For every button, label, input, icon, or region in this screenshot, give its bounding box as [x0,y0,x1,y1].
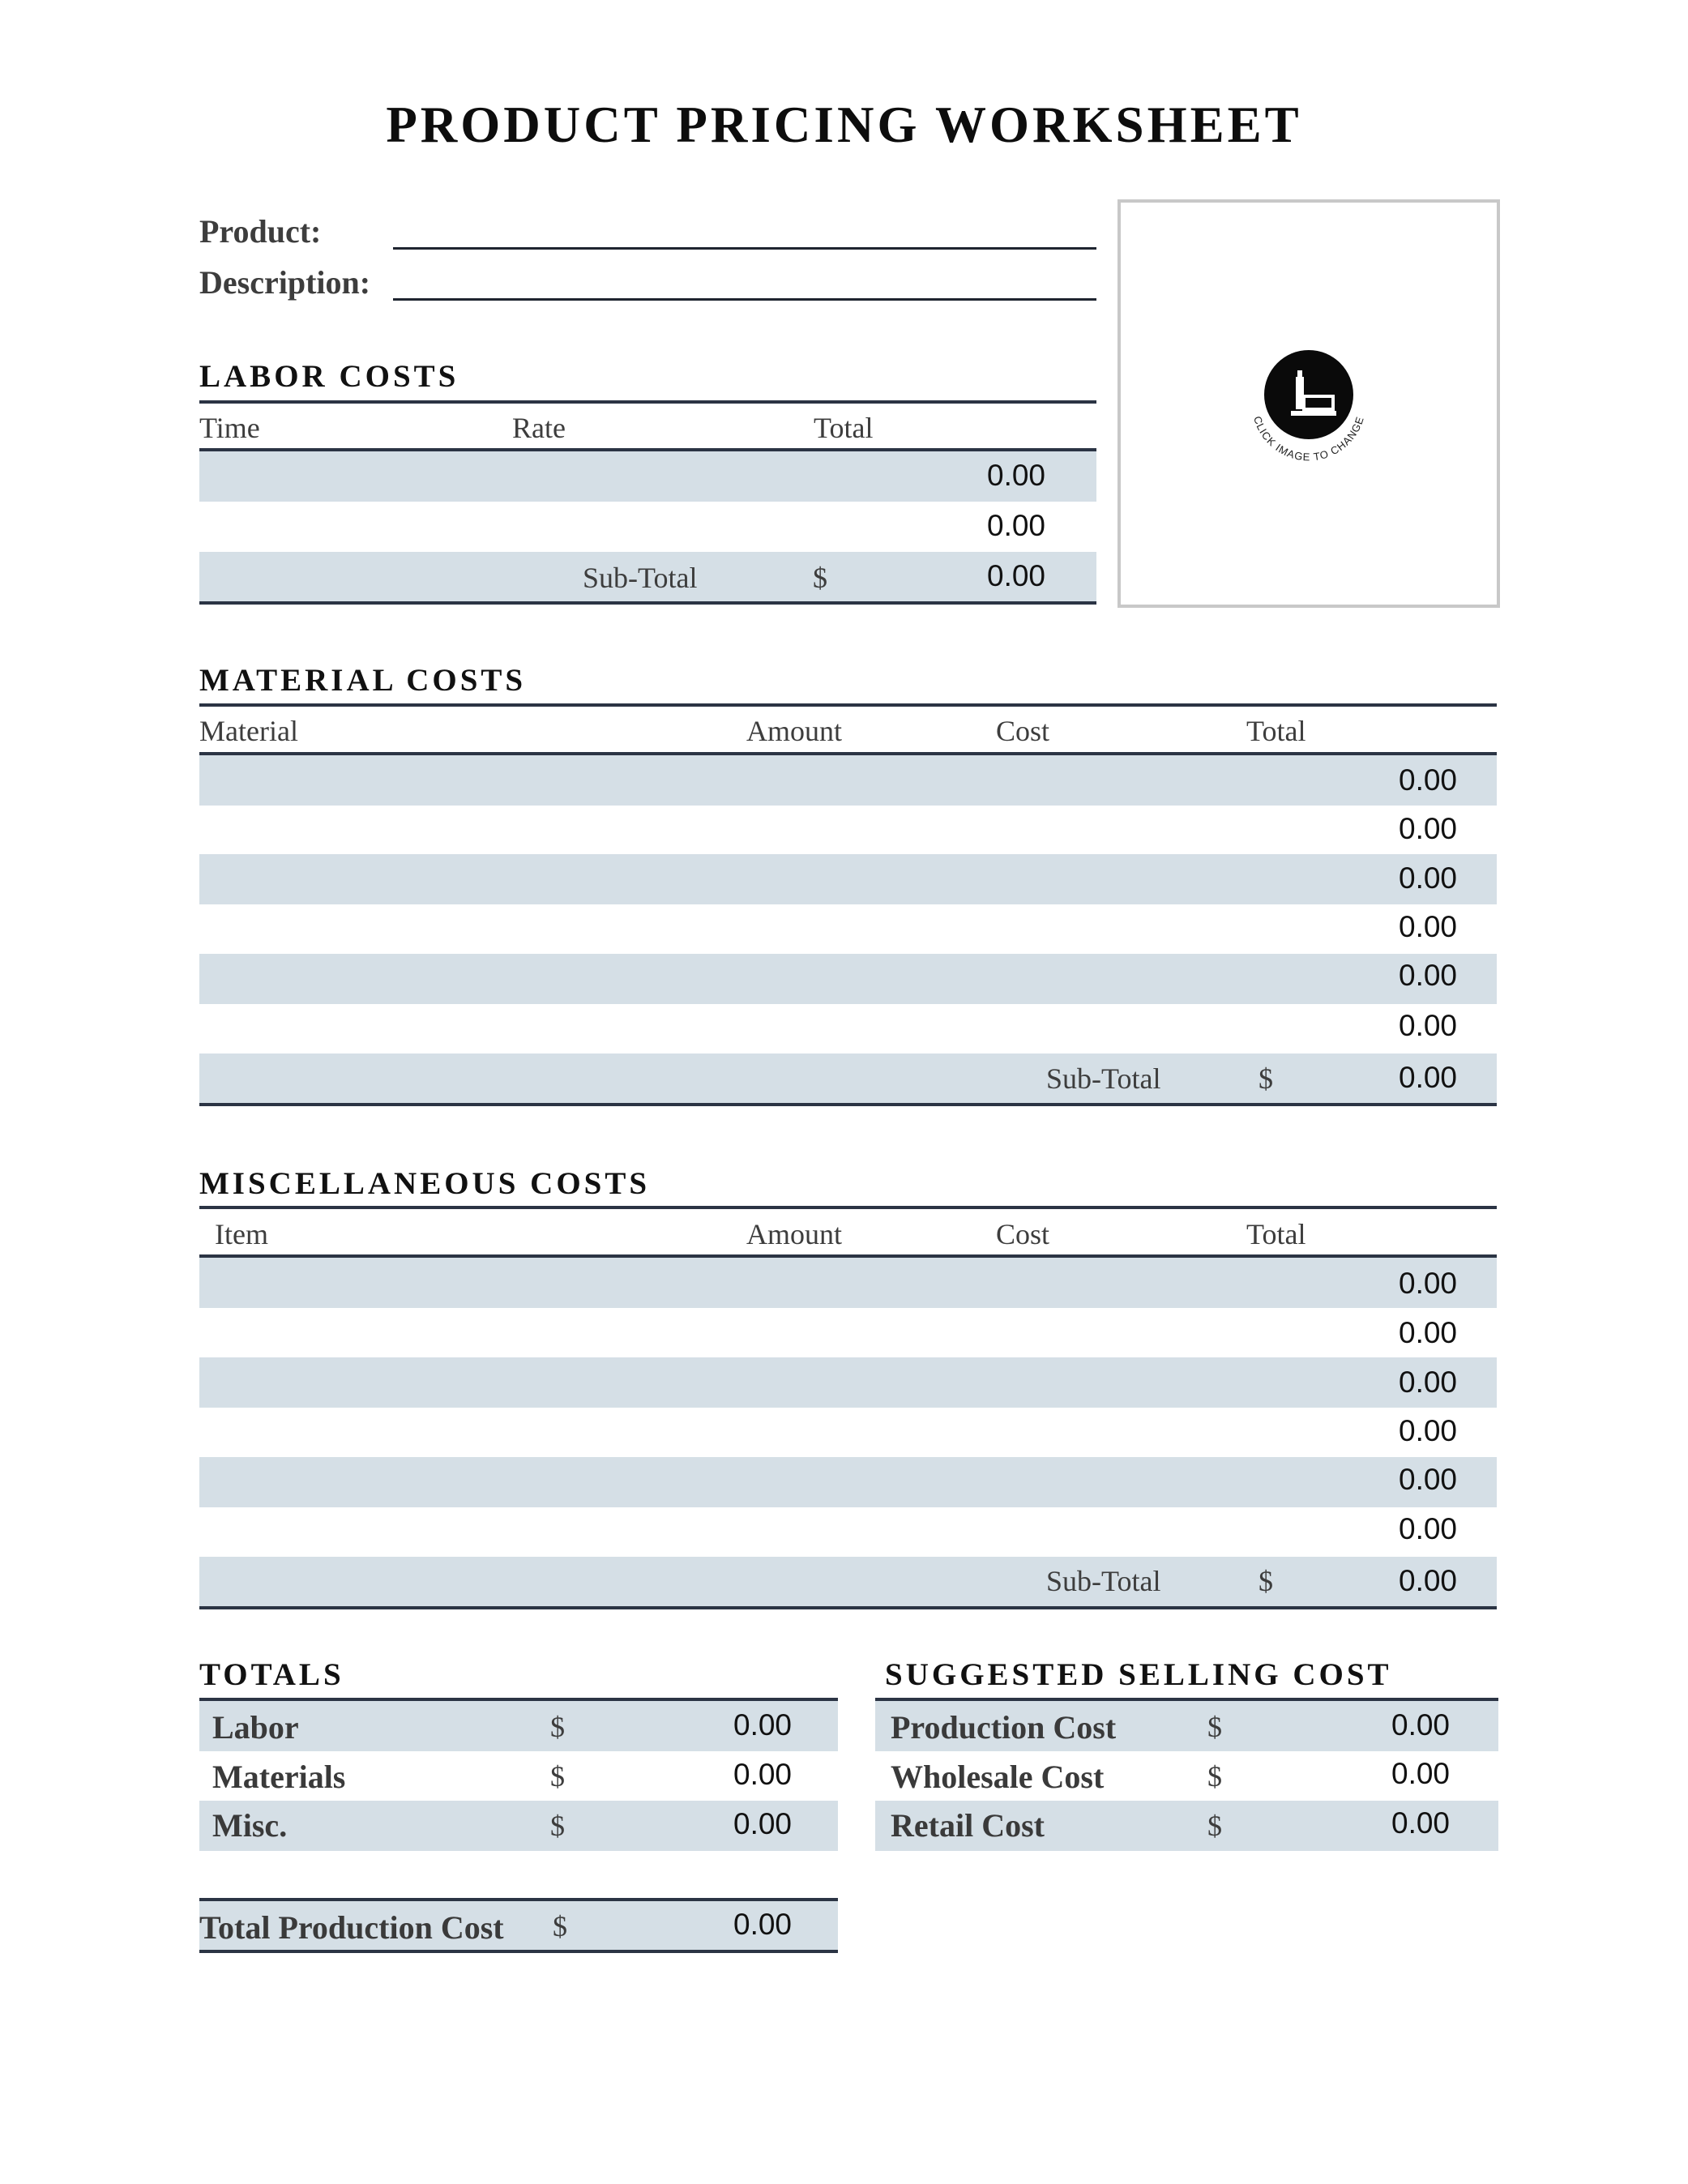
labor-row-total: 0.00 [987,509,1046,542]
totals-heading: TOTALS [199,1657,344,1692]
totals-labor-label: Labor [212,1709,299,1746]
totals-labor-currency: $ [550,1711,565,1743]
misc-row-total: 0.00 [1399,1366,1458,1399]
material-row[interactable] [199,954,1497,1004]
labor-bottom-rule [199,601,1096,605]
product-image-icon[interactable] [1228,336,1390,498]
material-col-total: Total [1246,715,1306,747]
material-subtotal-row [199,1054,1497,1104]
material-row[interactable] [199,904,1497,955]
product-image-placeholder[interactable] [1117,199,1500,608]
misc-subtotal-currency: $ [1259,1565,1273,1597]
misc-col-item: Item [215,1218,268,1250]
total-production-value: 0.00 [733,1908,793,1941]
total-production-currency: $ [553,1910,567,1943]
misc-row[interactable] [199,1457,1497,1507]
material-subtotal-label: Sub-Total [1046,1062,1161,1095]
labor-row[interactable] [199,451,1096,502]
labor-subtotal-value: 0.00 [987,559,1046,592]
labor-subtotal-label: Sub-Total [583,562,698,594]
selling-production-label: Production Cost [891,1709,1117,1746]
material-row[interactable] [199,854,1497,904]
totals-materials-label: Materials [212,1759,346,1795]
misc-row-total: 0.00 [1399,1463,1458,1496]
totals-materials-currency: $ [550,1760,565,1793]
page-title: PRODUCT PRICING WORKSHEET [386,96,1302,153]
description-field[interactable] [393,298,1096,301]
material-row[interactable] [199,1004,1497,1054]
totals-misc-label: Misc. [212,1807,288,1844]
totals-misc-value: 0.00 [733,1807,793,1840]
misc-bottom-rule [199,1606,1497,1609]
material-row-total: 0.00 [1399,910,1458,943]
misc-row-total: 0.00 [1399,1316,1458,1349]
misc-row[interactable] [199,1308,1497,1358]
material-col-material: Material [199,715,298,747]
total-production-bottom-rule [199,1950,838,1953]
selling-wholesale-label: Wholesale Cost [891,1759,1105,1795]
labor-col-total: Total [814,412,874,444]
misc-subtotal-label: Sub-Total [1046,1565,1161,1597]
material-row[interactable] [199,806,1497,856]
selling-heading: SUGGESTED SELLING COST [885,1657,1392,1692]
image-caption: CLICK IMAGE TO CHANGE [1251,414,1366,464]
description-label: Description: [199,264,371,301]
labor-subtotal-currency: $ [813,562,827,594]
selling-production-value: 0.00 [1391,1708,1451,1742]
selling-retail-currency: $ [1207,1810,1222,1842]
misc-row[interactable] [199,1507,1497,1558]
labor-row[interactable] [199,502,1096,552]
labor-col-time: Time [199,412,260,444]
material-row[interactable] [199,755,1497,806]
material-col-amount: Amount [746,715,843,747]
labor-top-rule [199,400,1096,404]
labor-row-total: 0.00 [987,459,1046,492]
totals-labor-value: 0.00 [733,1708,793,1742]
misc-row[interactable] [199,1258,1497,1308]
misc-row[interactable] [199,1357,1497,1408]
selling-production-currency: $ [1207,1711,1222,1743]
selling-wholesale-currency: $ [1207,1760,1222,1793]
labor-heading: LABOR COSTS [199,359,459,394]
misc-subtotal-row [199,1557,1497,1607]
material-heading: MATERIAL COSTS [199,663,527,698]
misc-col-cost: Cost [996,1218,1050,1250]
misc-top-rule [199,1206,1497,1209]
total-production-label: Total Production Cost [199,1909,504,1946]
misc-row-total: 0.00 [1399,1512,1458,1545]
labor-col-rate: Rate [512,412,566,444]
material-row-total: 0.00 [1399,861,1458,895]
misc-col-total: Total [1246,1218,1306,1250]
totals-misc-currency: $ [550,1810,565,1842]
material-row-total: 0.00 [1399,959,1458,992]
selling-retail-label: Retail Cost [891,1807,1045,1844]
material-subtotal-currency: $ [1259,1062,1273,1095]
misc-row-total: 0.00 [1399,1414,1458,1447]
material-row-total: 0.00 [1399,1009,1458,1042]
misc-subtotal-value: 0.00 [1399,1564,1458,1597]
material-row-total: 0.00 [1399,812,1458,845]
product-field[interactable] [393,247,1096,250]
material-row-total: 0.00 [1399,763,1458,797]
misc-heading: MISCELLANEOUS COSTS [199,1166,651,1201]
product-label: Product: [199,213,322,250]
material-bottom-rule [199,1103,1497,1106]
selling-retail-value: 0.00 [1391,1806,1451,1840]
misc-row-total: 0.00 [1399,1267,1458,1300]
material-col-cost: Cost [996,715,1050,747]
material-top-rule [199,703,1497,707]
material-subtotal-value: 0.00 [1399,1061,1458,1094]
totals-materials-value: 0.00 [733,1758,793,1791]
misc-row[interactable] [199,1408,1497,1458]
selling-wholesale-value: 0.00 [1391,1757,1451,1790]
misc-col-amount: Amount [746,1218,843,1250]
